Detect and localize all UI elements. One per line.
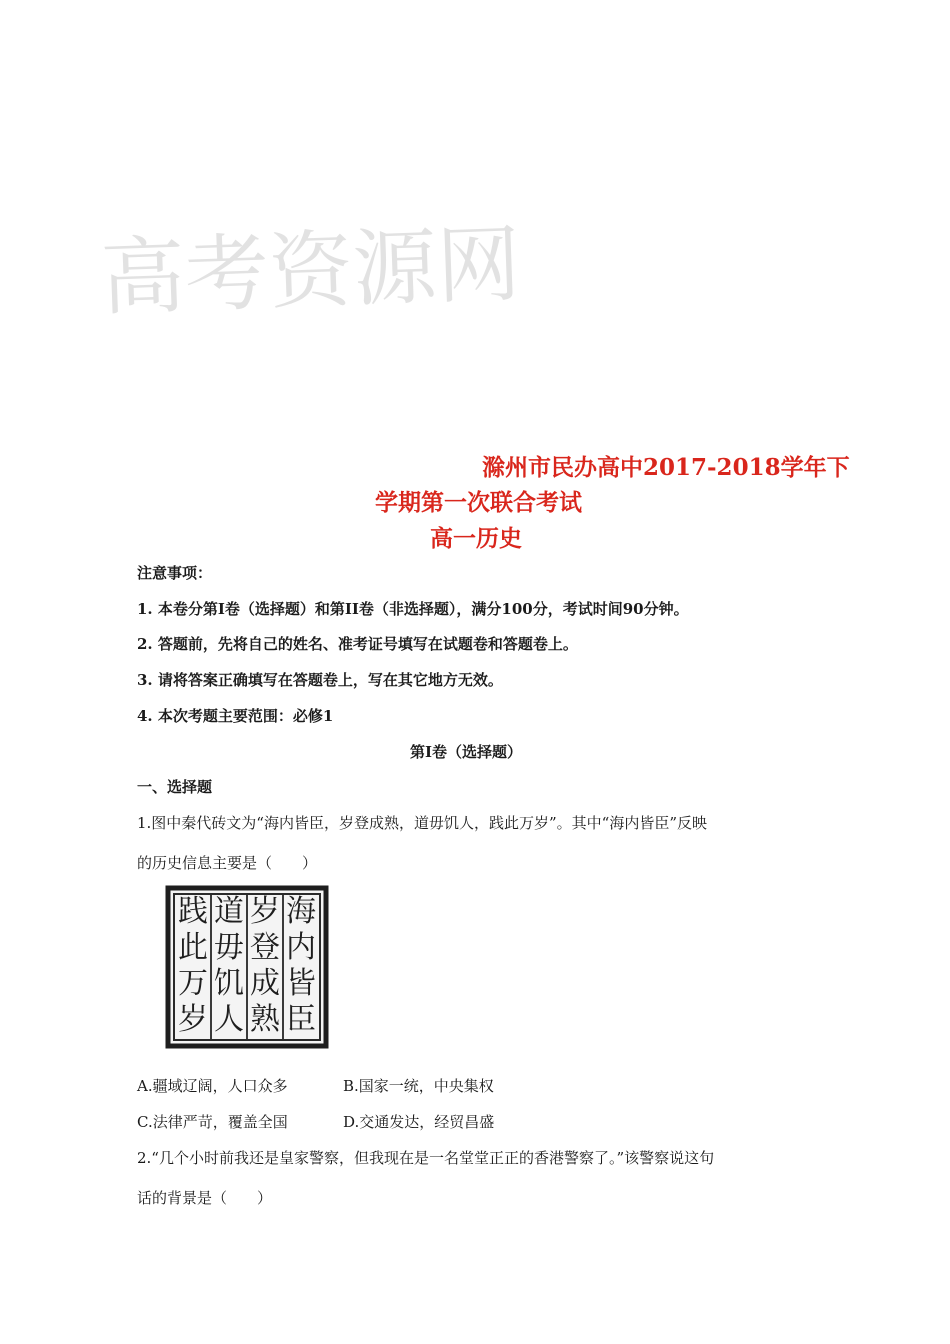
inscription-glyph: 内 [286,930,316,965]
notice-item-4: 4. 本次考题主要范围：必修1 [137,707,334,725]
notice-heading: 注意事项： [137,564,213,582]
watermark-image [99,150,523,340]
question-2-text-line-2: 话的背景是（ ） [137,1189,273,1207]
exam-title-line-1: 滁州市民办高中2017-2018学年下 [482,454,850,481]
inscription-glyph: 饥 [214,966,244,1001]
part1-title: 第I卷（选择题） [410,743,523,761]
question-2-text-line-1: 2.“几个小时前我还是皇家警察，但我现在是一名堂堂正正的香港警察了。”该警察说这句 [137,1149,715,1167]
watermark-text: 高考资源网 [99,214,523,328]
inscription-glyph: 毋 [214,930,244,965]
question-1-option-a[interactable]: A.疆域辽阔，人口众多 [137,1077,288,1095]
question-1-option-b[interactable]: B.国家一统，中央集权 [343,1077,494,1095]
inscription-glyph: 臣 [286,1002,316,1037]
inscription-glyph: 道 [214,894,244,929]
inscription-glyph: 皆 [286,966,316,1001]
inscription-glyph: 岁 [250,894,280,929]
notice-item-3: 3. 请将答案正确填写在答题卷上，写在其它地方无效。 [137,671,503,689]
inscription-glyph: 登 [250,930,280,965]
inscription-glyph: 海 [286,894,316,929]
inscription-glyph: 此 [178,930,208,965]
inscription-glyph: 岁 [178,1002,208,1037]
exam-title-line-2: 学期第一次联合考试 [375,489,582,516]
inscription-glyph: 践 [178,894,208,929]
inscription-glyph: 熟 [250,1002,280,1037]
question-1-text-line-1: 1.图中秦代砖文为“海内皆臣，岁登成熟，道毋饥人，践此万岁”。其中“海内皆臣”反映 [137,814,707,832]
inscription-glyph: 成 [250,966,280,1001]
inscription-glyph: 万 [178,966,208,1001]
notice-item-2: 2. 答题前，先将自己的姓名、准考证号填写在试题卷和答题卷上。 [137,635,578,653]
inscription-glyph: 人 [214,1002,244,1037]
question-1-text-line-2: 的历史信息主要是（ ） [137,854,318,872]
question-1-option-d[interactable]: D.交通发达，经贸昌盛 [343,1113,495,1131]
notice-item-1: 1. 本卷分第I卷（选择题）和第II卷（非选择题），满分100分，考试时间90分钟。 [137,600,689,618]
qin-brick-inscription-image [165,885,329,1049]
section-heading: 一、选择题 [137,778,213,796]
question-1-option-c[interactable]: C.法律严苛，覆盖全国 [137,1113,288,1131]
exam-subject-title: 高一历史 [430,525,522,552]
